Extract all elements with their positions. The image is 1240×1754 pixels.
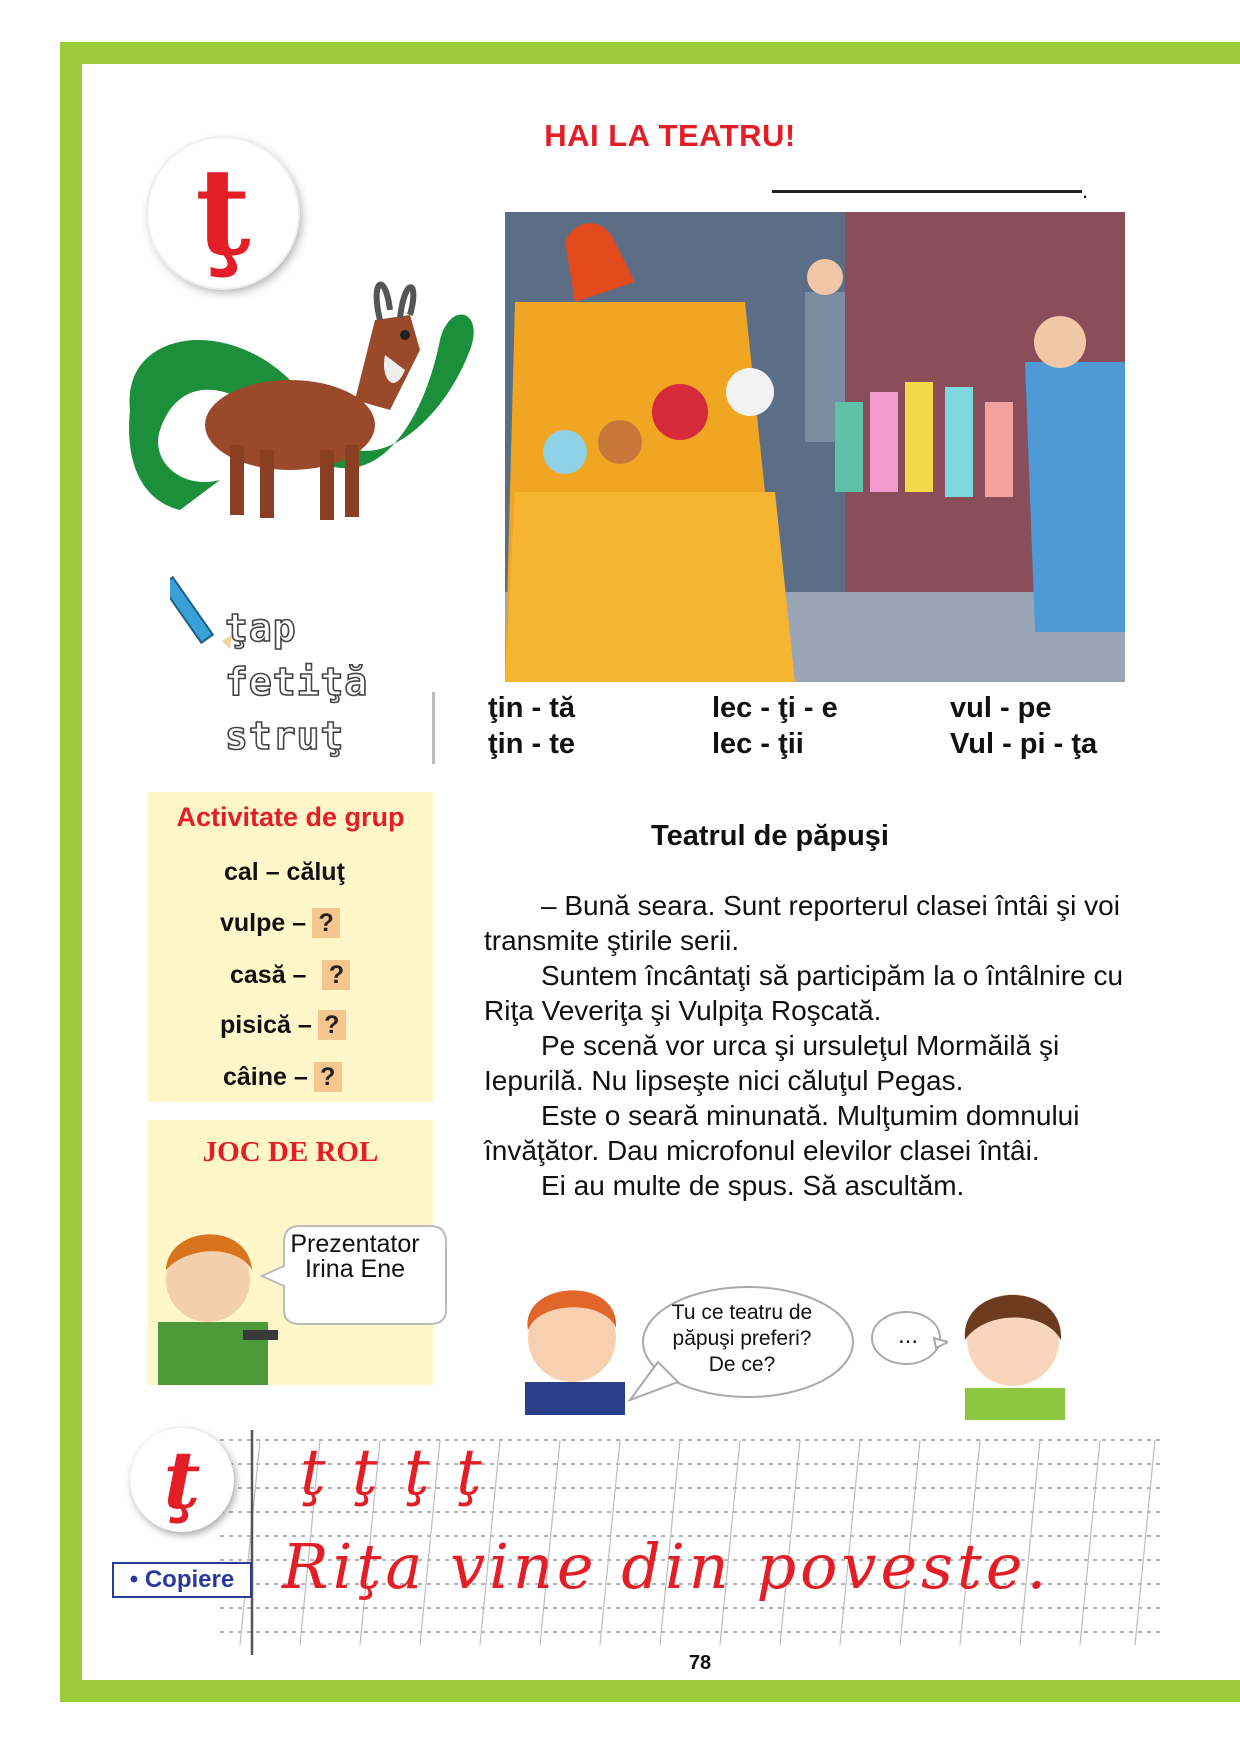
practice-letter: ţ — [300, 1436, 326, 1510]
page-border-bottom — [60, 1680, 1240, 1702]
story-paragraph: Ei au multe de spus. Să ascultăm. — [541, 1170, 965, 1201]
answer-box[interactable]: ? — [322, 960, 350, 990]
outline-word: fetiţă — [225, 660, 369, 704]
exercise-word: vulpe – — [220, 909, 307, 937]
exercise-word: casă – — [230, 961, 307, 989]
answer-box[interactable]: ? — [312, 908, 340, 938]
answer-text: ... — [897, 1322, 918, 1349]
page-border-left — [60, 42, 82, 1702]
story-paragraph: Suntem încântaţi să participăm la o întâlnire cu Riţa Veveriţa şi Vulpiţa Roşcată. — [484, 960, 1124, 1026]
exercise-word: câine – — [223, 1063, 308, 1091]
question-line: păpuşi preferi? — [672, 1327, 812, 1350]
page-title: HAI LA TEATRU! — [544, 118, 796, 153]
bubble-line: Irina Ene — [304, 1255, 406, 1283]
answer-box[interactable]: ? — [318, 1010, 346, 1040]
practice-letter: ţ — [456, 1436, 482, 1510]
outline-word: ţap — [225, 606, 297, 650]
syllable-item: lec - ţii — [712, 728, 804, 760]
exercise-item — [220, 1010, 346, 1040]
script-letter-glyph: ţ — [163, 1433, 201, 1527]
question-line: Tu ce teatru de — [671, 1301, 813, 1324]
syllable-item: Vul - pi - ţa — [950, 728, 1098, 760]
outline-word: struţ — [225, 714, 345, 758]
puppet-theatre-illustration — [505, 212, 1125, 682]
practice-letter: ţ — [404, 1436, 430, 1510]
example-pair: cal – căluţ — [224, 858, 345, 886]
goat-illustration — [120, 260, 500, 580]
story-title: Teatrul de păpuşi — [651, 820, 889, 852]
exercise-item — [220, 908, 340, 938]
group-activity-title: Activitate de grup — [176, 802, 405, 832]
script-letter-badge — [130, 1428, 234, 1532]
role-play-title: JOC DE ROL — [202, 1136, 379, 1168]
fill-in-line — [772, 190, 1082, 193]
syllable-item: lec - ţi - e — [712, 692, 838, 724]
group-activity-panel — [148, 792, 433, 1102]
question-text — [652, 1300, 832, 1378]
story-paragraph: Pe scenă vor urca şi ursuleţul Mormăilă şi Iepurilă. Nu lipseşte nici căluţul Pegas. — [484, 1030, 1060, 1096]
fill-in-dot: . — [1082, 178, 1089, 203]
exercise-word: pisică – — [220, 1011, 312, 1039]
story-text — [484, 888, 1144, 1203]
letter-glyph: ţ — [195, 142, 251, 283]
page-border-top — [60, 42, 1240, 64]
bubble-text — [275, 1232, 435, 1282]
bubble-line: Prezentator — [290, 1230, 420, 1258]
copy-label: • Copiere — [112, 1562, 252, 1598]
story-paragraph: – Bună seara. Sunt reporterul clasei întâi şi voi transmite ştirile serii. — [484, 890, 1120, 956]
syllable-item: ţin - tă — [488, 692, 575, 724]
column-divider — [432, 692, 435, 764]
page-number: 78 — [688, 1652, 712, 1674]
question-line: De ce? — [708, 1353, 776, 1376]
answer-box[interactable]: ? — [314, 1062, 342, 1092]
exercise-item — [230, 960, 350, 990]
boy-illustration — [510, 1270, 640, 1415]
practice-sentence: Riţa vine din poveste. — [282, 1530, 1051, 1603]
exercise-item — [223, 1062, 342, 1092]
syllable-item: ţin - te — [488, 728, 575, 760]
syllable-item: vul - pe — [950, 692, 1052, 724]
practice-letter: ţ — [352, 1436, 378, 1510]
story-paragraph: Este o seară minunată. Mulţumim domnului învăţător. Dau microfonul elevilor clasei întâi. — [484, 1100, 1080, 1166]
girl-illustration — [945, 1270, 1080, 1420]
